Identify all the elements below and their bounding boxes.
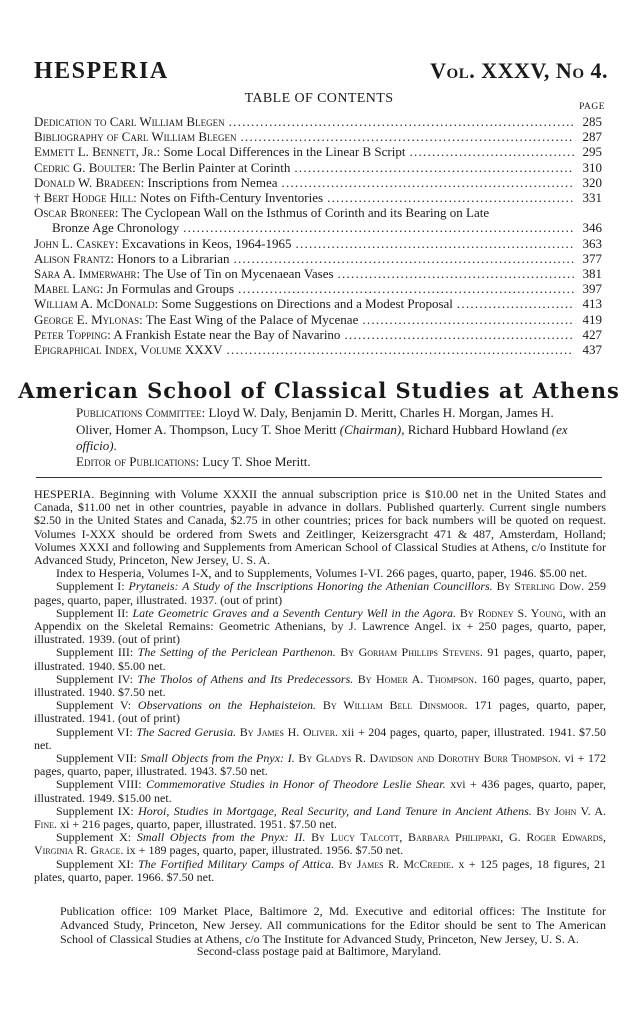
toc-author: Epigraphical Index, Volume XXXV xyxy=(34,342,223,358)
toc-page-number: 419 xyxy=(582,311,602,327)
toc-entry xyxy=(34,160,602,175)
supplements-list xyxy=(34,580,606,884)
toc-entry xyxy=(34,175,602,190)
journal-title: HESPERIA xyxy=(34,58,169,84)
supplement-details: vi + 172 pages, quarto, paper, illustrated. 1943. $7.50 net. xyxy=(34,751,607,779)
dot-leader xyxy=(241,129,574,144)
subscription-intro: HESPERIA. Beginning with Volume XXXII the annual subscription price is $10.00 net in the United States and Canada, $11.00 net in other countries, payable in advance in dollars. Published quarterly. Current single numbers $2.50 in the United States and Canada, $2.75 in other countries; prices for back numbers will be quoted on request. Volumes I-XXX should be ordered from Swets and Zeitlinger, Keizersgracht 471 & 487, Amsterdam, Holland; Volumes XXXI and following and Supplements from American School of Classical Studies at Athens, c/o Institute for Advanced Study, Princeton, New Jersey, U. S. A. xyxy=(34,487,606,568)
dot-leader xyxy=(226,342,574,357)
editor-label: Editor of Publications: xyxy=(76,454,200,469)
toc-author: Oscar Broneer: xyxy=(34,205,119,221)
volume-number: Vol. XXXV, No 4. xyxy=(430,58,608,83)
committee-label: Publications Committee: xyxy=(76,405,206,420)
toc-article-title: The Use of Tin on Mycenaean Vases xyxy=(143,266,334,282)
supplement-title: Horoi, Studies in Mortgage, Real Security, and Land Tenure in Ancient Athens. xyxy=(138,803,532,818)
toc-article-title: The Cyclopean Wall on the Isthmus of Corinth and its Bearing on Late xyxy=(121,205,490,221)
toc-article-title: Excavations in Keos, 1964-1965 xyxy=(121,235,292,251)
supplement-details: x + 125 pages, 18 figures, 21 plates, quarto, paper. 1966. $7.50 net. xyxy=(34,856,607,884)
toc-page-number: 437 xyxy=(582,342,602,358)
supplement-details: xi + 216 pages, quarto, paper, illustrated. 1951. $7.50 net. xyxy=(60,817,337,832)
supplement-title: The Sacred Gerusia. xyxy=(136,724,237,739)
toc-entry xyxy=(34,220,602,235)
supplement-author: By Homer A. Thompson. xyxy=(357,671,477,686)
toc-page-number: 413 xyxy=(582,296,602,312)
supplement-entry xyxy=(34,580,606,606)
supplement-label: Supplement VI: xyxy=(56,724,133,739)
supplement-author: By Rodney S. Young, xyxy=(459,605,566,620)
dot-leader xyxy=(344,327,574,342)
dot-leader xyxy=(234,251,574,266)
supplement-label: Supplement VII: xyxy=(56,751,137,766)
supplement-entry xyxy=(34,726,606,752)
dot-leader xyxy=(362,312,574,327)
toc-article-title: Some Local Differences in the Linear B Script xyxy=(163,144,406,160)
supplement-author: By Lucy Talcott, Barbara Philippaki, G. Roger Edwards, Virginia R. Grace. xyxy=(34,830,606,858)
section-divider xyxy=(36,477,602,478)
supplement-title: Small Objects from the Pnyx: I. xyxy=(140,751,295,766)
toc-entry xyxy=(34,129,602,144)
supplement-author: By James R. McCredie. xyxy=(338,856,454,871)
supplement-title: Commemorative Studies in Honor of Theodore Leslie Shear. xyxy=(146,777,446,792)
supplement-label: Supplement III: xyxy=(56,645,134,660)
supplement-label: Supplement II: xyxy=(56,605,129,620)
dot-leader xyxy=(281,175,574,190)
table-of-contents xyxy=(34,114,602,357)
supplement-entry xyxy=(34,805,606,831)
supplement-label: Supplement IV: xyxy=(56,671,133,686)
toc-page-number: 427 xyxy=(582,326,602,342)
editor-of-publications xyxy=(76,454,570,470)
supplement-author: By Sterling Dow. xyxy=(496,579,585,594)
supplement-label: Supplement XI: xyxy=(56,856,134,871)
supplement-details: 91 pages, quarto, paper, illustrated. 1940. $5.00 net. xyxy=(34,645,607,673)
supplement-label: Supplement IX: xyxy=(56,803,134,818)
toc-page-number: 331 xyxy=(582,190,602,206)
toc-author: Bibliography of Carl William Blegen xyxy=(34,129,237,145)
editor-name: Lucy T. Shoe Meritt. xyxy=(202,454,311,469)
dot-leader xyxy=(457,296,574,311)
page-column-label: PAGE xyxy=(579,102,605,112)
postage-note: Second-class postage paid at Baltimore, Maryland. xyxy=(196,944,442,958)
toc-page-number: 295 xyxy=(582,144,602,160)
toc-author: Alison Frantz: xyxy=(34,250,114,266)
toc-article-title: Notes on Fifth-Century Inventories xyxy=(140,190,324,206)
toc-entry xyxy=(34,205,602,220)
dot-leader xyxy=(294,160,574,175)
supplement-details: xii + 204 pages, quarto, paper, illustrated. 1941. $7.50 net. xyxy=(34,724,607,752)
toc-page-number: 377 xyxy=(582,250,602,266)
supplement-author: By Gorham Phillips Stevens. xyxy=(340,645,483,660)
toc-page-number: 346 xyxy=(582,220,602,236)
supplement-author: By Gladys R. Davidson and Dorothy Burr Thompson. xyxy=(298,751,561,766)
toc-title: TABLE OF CONTENTS xyxy=(244,91,394,106)
supplement-entry xyxy=(34,778,606,804)
toc-article-title: Some Suggestions on Directions and a Modest Proposal xyxy=(161,296,453,312)
toc-entry xyxy=(34,236,602,251)
dot-leader xyxy=(183,220,574,235)
toc-entry xyxy=(34,251,602,266)
supplement-title: Prytaneis: A Study of the Inscriptions Honoring the Athenian Councillors. xyxy=(128,579,493,594)
toc-page-number: 320 xyxy=(582,174,602,190)
supplement-title: Observations on the Hephaisteion. xyxy=(137,698,317,713)
toc-author: Sara A. Immerwahr: xyxy=(34,266,141,282)
supplement-details: 259 pages, quarto, paper, illustrated. 1937. (out of print) xyxy=(34,579,607,607)
toc-page-number: 381 xyxy=(582,266,602,282)
toc-entry xyxy=(34,327,602,342)
ex-officio-note: (ex officio) xyxy=(76,421,568,453)
publications-committee: Publications Committee: Lloyd W. Daly, Benjamin D. Meritt, Charles H. Morgan, James H. Oliver, Homer A. Thompson, Lucy T. Shoe Meritt (Chairman), Richard Hubbard Howland (ex officio). xyxy=(76,405,568,453)
toc-article-title: Inscriptions from Nemea xyxy=(147,174,278,190)
toc-entry xyxy=(34,281,602,296)
toc-entry xyxy=(34,144,602,159)
subscription-notice xyxy=(34,488,606,884)
dot-leader xyxy=(238,281,574,296)
dot-leader xyxy=(229,114,574,129)
toc-article-title-cont: Bronze Age Chronology xyxy=(52,220,180,236)
supplement-entry xyxy=(34,699,606,725)
toc-author: Mabel Lang: xyxy=(34,281,104,297)
supplement-details: 160 pages, quarto, paper, illustrated. 1940. $7.50 net. xyxy=(34,671,607,700)
toc-article-title: The Berlin Painter at Corinth xyxy=(138,159,291,175)
supplement-label: Supplement X: xyxy=(56,830,132,845)
toc-article-title: The East Wing of the Palace of Mycenae xyxy=(145,311,359,327)
supplement-entry xyxy=(34,752,606,778)
supplement-author: By James H. Oliver. xyxy=(239,724,339,739)
toc-entry xyxy=(34,114,602,129)
dot-leader xyxy=(327,190,574,205)
dot-leader xyxy=(296,236,575,251)
toc-entry xyxy=(34,296,602,311)
toc-author: † Bert Hodge Hill: xyxy=(34,190,137,206)
dot-leader xyxy=(409,144,574,159)
committee-members-2: , Richard Hubbard Howland xyxy=(401,421,549,437)
toc-article-title: A Frankish Estate near the Bay of Navarino xyxy=(113,326,341,342)
school-name: American School of Classical Studies at Athens xyxy=(18,378,620,403)
supplement-entry xyxy=(34,673,606,699)
supplement-details: ix + 189 pages, quarto, paper, illustrated. 1956. $7.50 net. xyxy=(126,843,404,858)
supplement-title: The Tholos of Athens and Its Predecessors. xyxy=(137,671,354,686)
toc-author: Dedication to Carl William Blegen xyxy=(34,114,225,129)
supplement-label: Supplement V: xyxy=(56,698,132,713)
supplement-title: The Fortified Military Camps of Attica. xyxy=(138,856,335,871)
toc-author: Emmett L. Bennett, Jr.: xyxy=(34,144,161,160)
toc-author: George E. Mylonas: xyxy=(34,311,143,327)
toc-author: Cedric G. Boulter: xyxy=(34,159,136,175)
toc-entry xyxy=(34,190,602,205)
toc-author: William A. McDonald: xyxy=(34,296,159,312)
toc-entry xyxy=(34,266,602,281)
supplement-entry xyxy=(34,607,606,647)
supplement-title: The Setting of the Periclean Parthenon. xyxy=(137,645,336,660)
toc-author: John L. Caskey: xyxy=(34,235,119,251)
toc-entry xyxy=(34,312,602,327)
supplement-label: Supplement I: xyxy=(56,579,125,594)
supplement-entry xyxy=(34,646,606,672)
toc-article-title: Jn Formulas and Groups xyxy=(106,281,235,297)
publication-office: Publication office: 109 Market Place, Baltimore 2, Md. Executive and editorial offices: The Institute for Advanced Study, Princeton, New Jersey. All communications for the Editor should be sent to The American School of Classical Studies at Athens, c/o The Institute for Advanced Study, Princeton, New Jersey, U. S. A. xyxy=(60,904,606,946)
supplement-details: xvi + 436 pages, quarto, paper, illustrated. 1949. $15.00 net. xyxy=(34,777,607,805)
committee-members: Lloyd W. Daly, Benjamin D. Meritt, Charles H. Morgan, James H. Oliver, Homer A. Thompson, Lucy T. Shoe Meritt xyxy=(76,405,554,437)
dot-leader xyxy=(338,266,574,281)
supplement-title: Small Objects from the Pnyx: II. xyxy=(136,830,306,845)
toc-page-number: 363 xyxy=(582,235,602,251)
supplement-entry xyxy=(34,858,606,884)
supplement-author: By John V. A. Fine. xyxy=(34,803,607,832)
toc-page-number: 287 xyxy=(582,129,602,145)
toc-article-title: Honors to a Librarian xyxy=(117,250,230,266)
supplement-label: Supplement VIII: xyxy=(56,777,142,792)
toc-page-number: 285 xyxy=(582,114,602,129)
toc-author: Donald W. Bradeen: xyxy=(34,174,145,190)
toc-page-number: 397 xyxy=(582,281,602,297)
toc-author: Peter Topping: xyxy=(34,326,111,342)
index-note: Index to Hesperia, Volumes I-X, and to Supplements, Volumes I-VI. 266 pages, quarto, paper, 1946. $5.00 net. xyxy=(56,566,588,581)
supplement-entry xyxy=(34,831,606,857)
toc-entry xyxy=(34,342,602,357)
supplement-title: Late Geometric Graves and a Seventh Century Well in the Agora. xyxy=(132,605,456,620)
toc-page-number: 310 xyxy=(582,159,602,175)
supplement-author: By William Bell Dinsmoor. xyxy=(322,698,468,713)
supplement-details: 171 pages, quarto, paper, illustrated. 1941. (out of print) xyxy=(34,698,607,726)
chairman-note: (Chairman) xyxy=(339,421,402,437)
supplement-details: with an Appendix on the Skeletal Remains: Geometric Athenians, by J. Lawrence Angel. ix + 250 pages, quarto, paper, illustrated. 1939. (out of print) xyxy=(34,605,606,647)
